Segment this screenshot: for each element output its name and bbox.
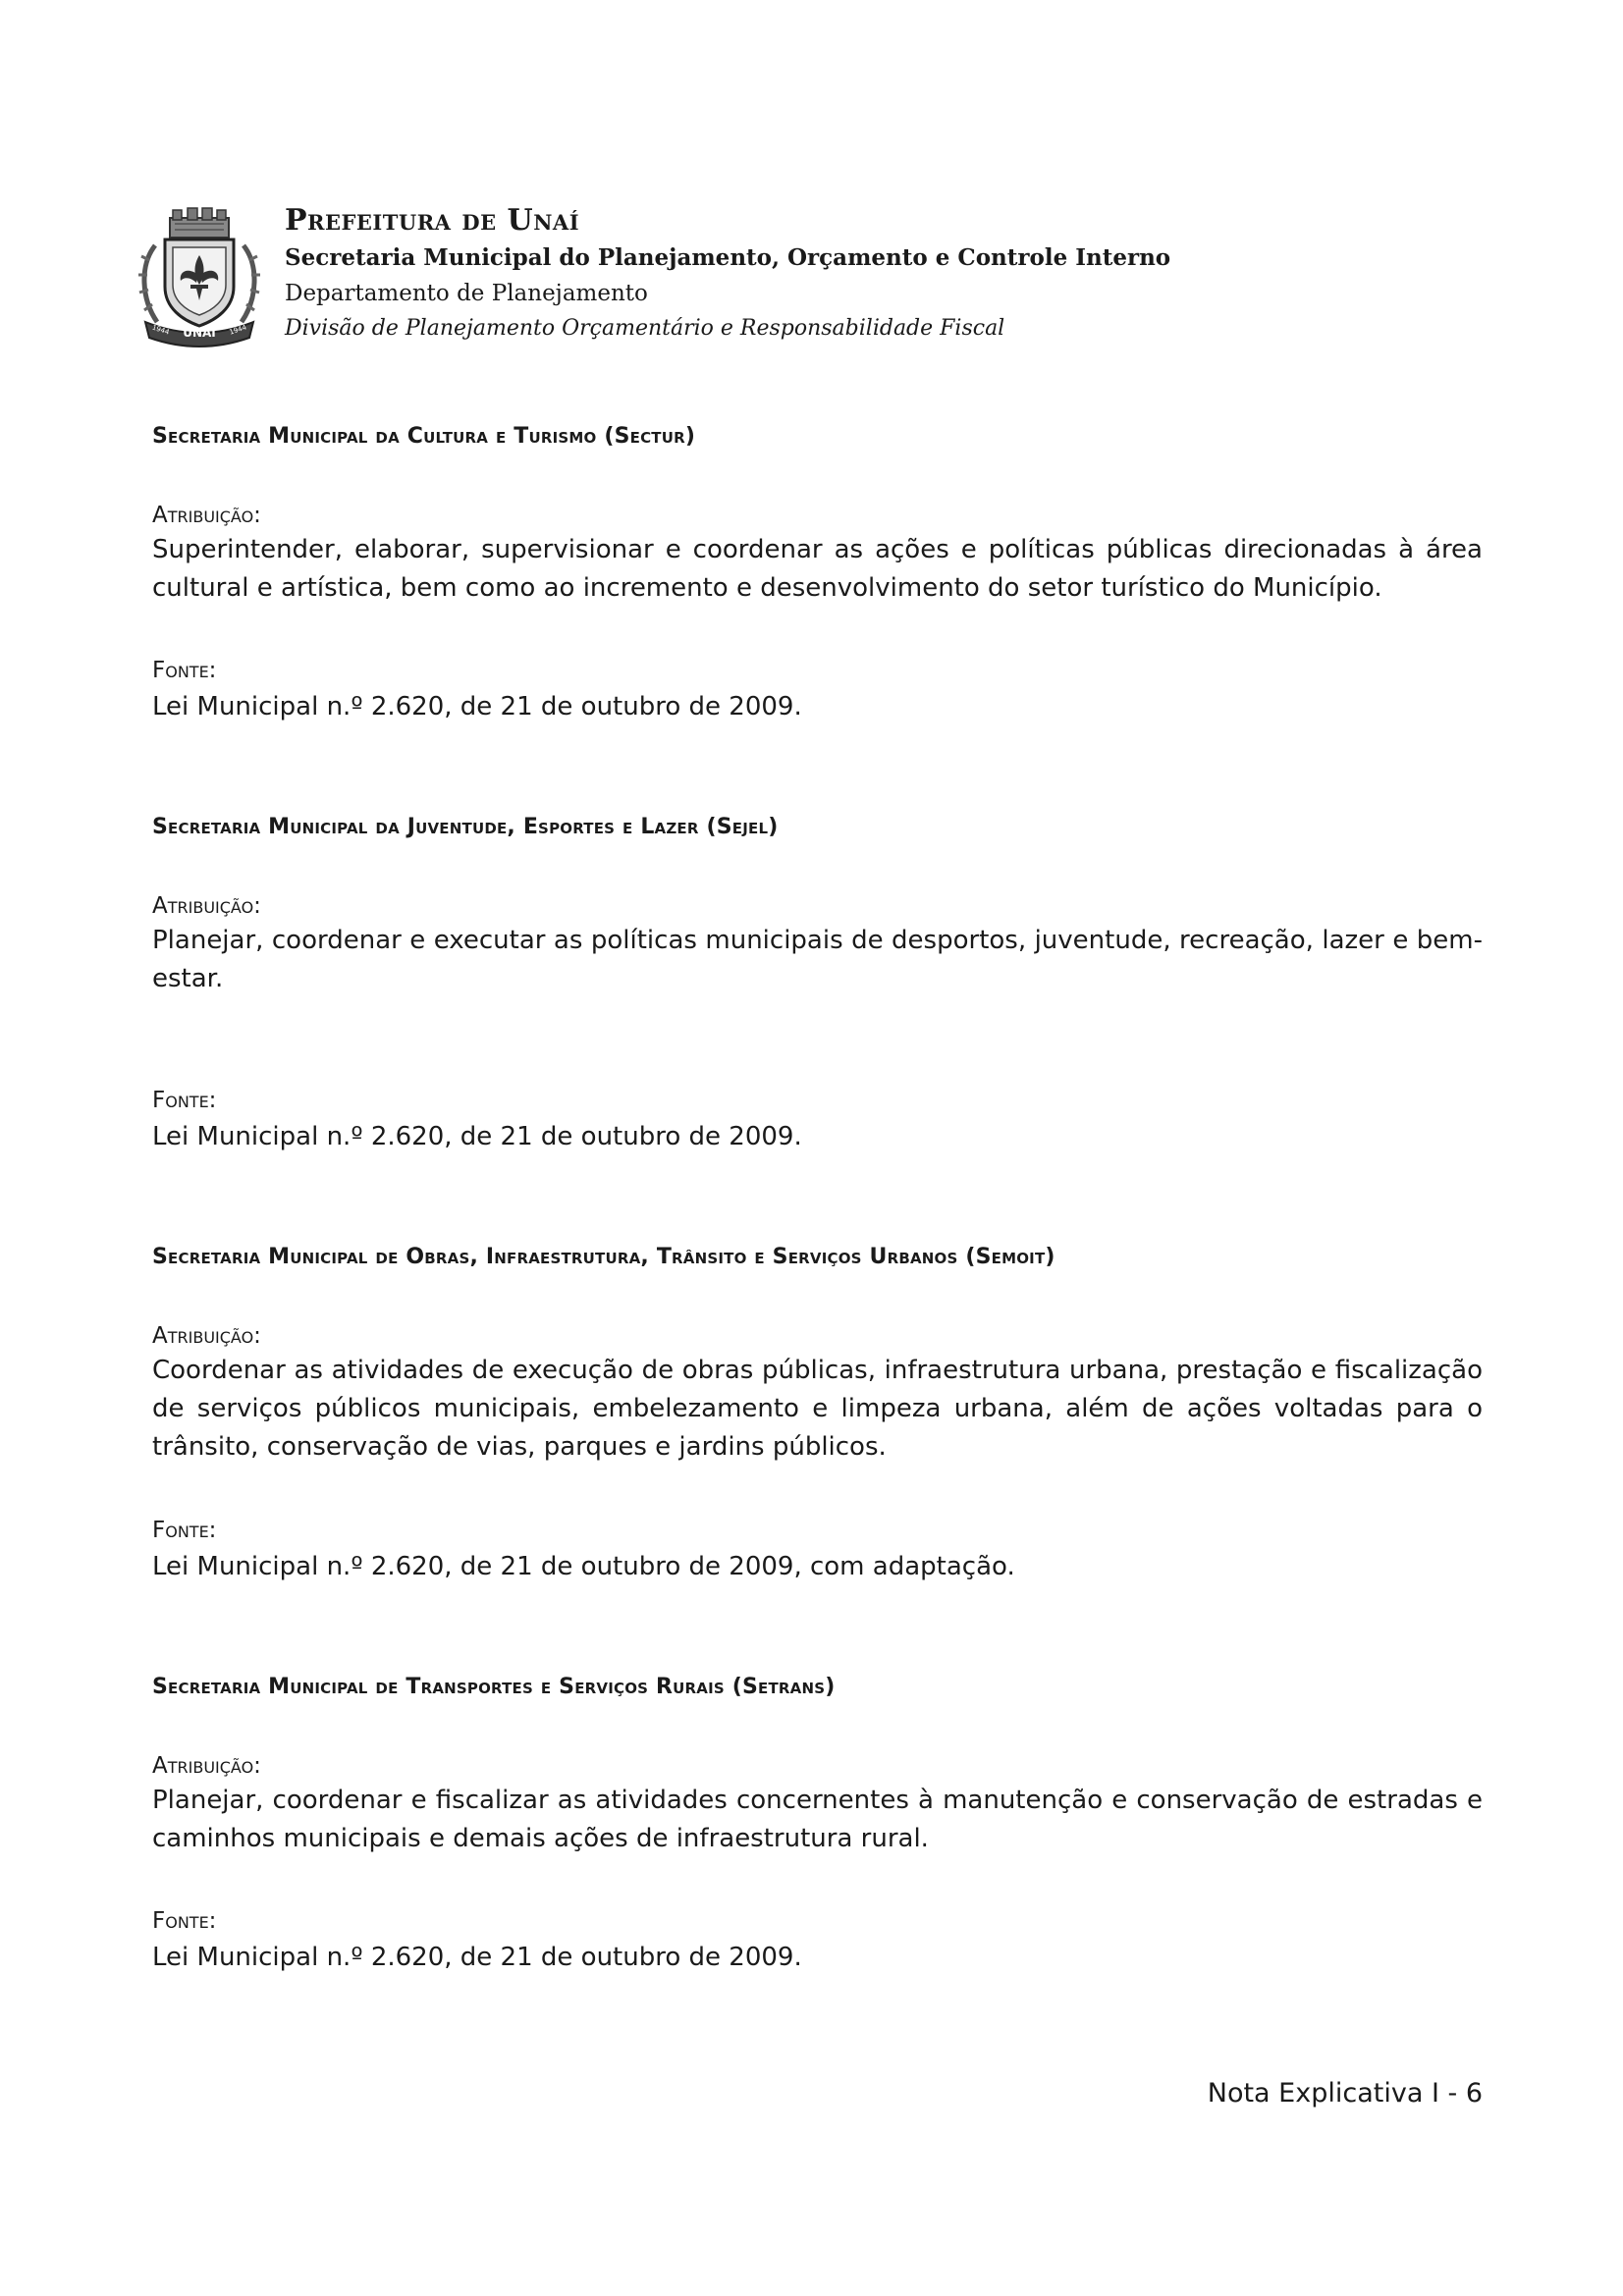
attribution-label: Atribuição: [152, 1323, 261, 1349]
attribution-label: Atribuição: [152, 893, 261, 919]
attribution-text: Coordenar as atividades de execução de obras públicas, infraestrutura urbana, prestação e fiscalização de serviços públicos municipais, embelezamento e limpeza urbana, além de ações voltadas para o trânsito, conservação de vias, parques e jardins públicos. [152, 1356, 1483, 1462]
attribution-text: Planejar, coordenar e fiscalizar as atividades concernentes à manutenção e conservação de estradas e caminhos municipais e demais ações de infraestrutura rural. [152, 1786, 1483, 1853]
org-name: Prefeitura de Unaí [285, 203, 580, 238]
source-text: Lei Municipal n.º 2.620, de 21 de outubro de 2009, com adaptação. [152, 1552, 1015, 1581]
page-footer: Nota Explicativa I - 6 [1207, 2078, 1483, 2109]
source-label: Fonte: [152, 1518, 217, 1543]
source-label: Fonte: [152, 658, 217, 683]
svg-text:1944: 1944 [228, 323, 248, 337]
source-label: Fonte: [152, 1088, 217, 1113]
municipal-crest-icon [135, 206, 263, 353]
org-secretariat: Secretaria Municipal do Planejamento, Orçamento e Controle Interno [285, 244, 1171, 271]
section-title: Secretaria Municipal de Obras, Infraestrutura, Trânsito e Serviços Urbanos (Semoit) [152, 1245, 1055, 1269]
source-text: Lei Municipal n.º 2.620, de 21 de outubro de 2009. [152, 692, 802, 721]
org-department: Departamento de Planejamento [285, 281, 648, 306]
org-division: Divisão de Planejamento Orçamentário e Responsabilidade Fiscal [285, 316, 1005, 341]
svg-text:UNAÍ: UNAÍ [183, 326, 216, 340]
source-label: Fonte: [152, 1908, 217, 1934]
section-title: Secretaria Municipal da Cultura e Turismo (Sectur) [152, 424, 696, 449]
svg-text:1944: 1944 [150, 323, 171, 337]
attribution-text: Planejar, coordenar e executar as políticas municipais de desportos, juventude, recreação, lazer e bem-estar. [152, 926, 1483, 993]
attribution-text: Superintender, elaborar, supervisionar e coordenar as ações e políticas públicas direcionadas à área cultural e artística, bem como ao incremento e desenvolvimento do setor turístico do Município. [152, 535, 1483, 603]
letterhead [135, 201, 1412, 358]
section-title: Secretaria Municipal de Transportes e Serviços Rurais (Setrans) [152, 1675, 836, 1699]
section-title: Secretaria Municipal da Juventude, Esportes e Lazer (Sejel) [152, 815, 779, 839]
letterhead-text [285, 201, 1170, 347]
attribution-label: Atribuição: [152, 503, 261, 528]
attribution-label: Atribuição: [152, 1753, 261, 1779]
source-text: Lei Municipal n.º 2.620, de 21 de outubro de 2009. [152, 1122, 802, 1151]
source-text: Lei Municipal n.º 2.620, de 21 de outubro de 2009. [152, 1943, 802, 1972]
